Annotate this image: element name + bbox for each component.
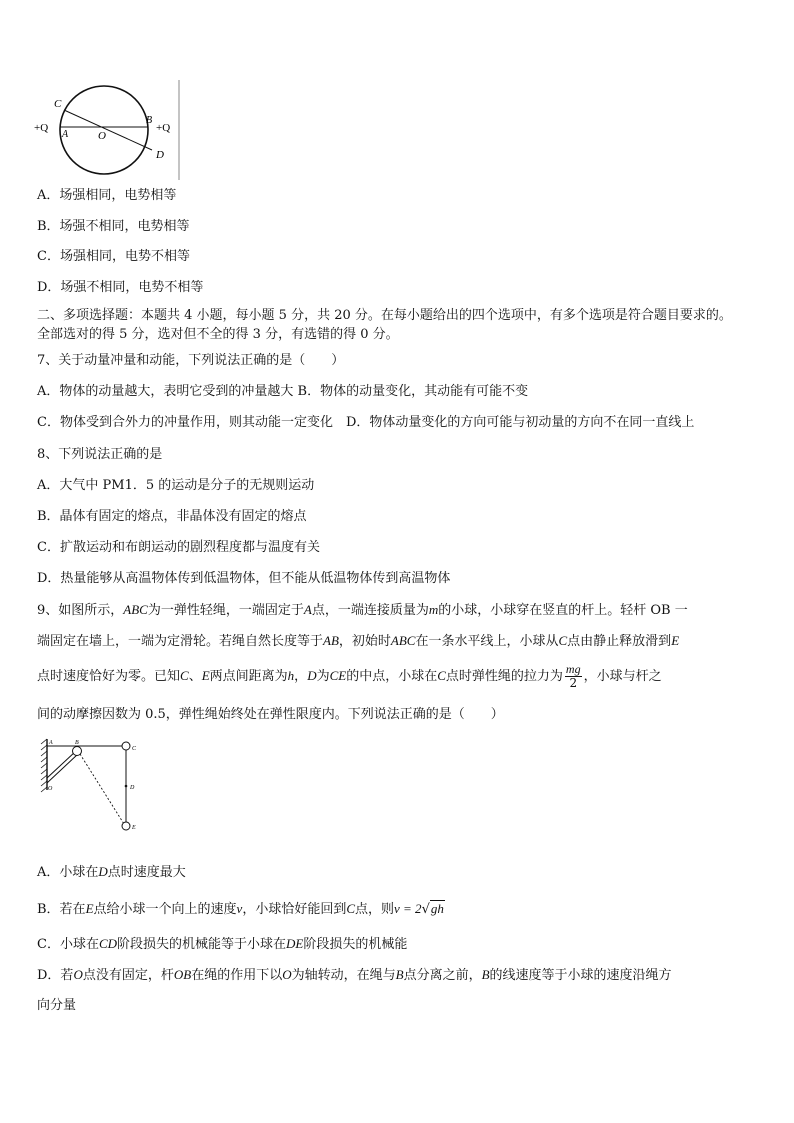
q9-option-c: C．小球在CD阶段损失的机械能等于小球在DE阶段损失的机械能 <box>37 936 408 952</box>
q6-option-d: D．场强不相同，电势不相等 <box>37 280 204 295</box>
q9-option-a: A．小球在D点时速度最大 <box>37 864 186 880</box>
q6-option-c: C．场强相同，电势不相等 <box>37 249 190 264</box>
label-c: C <box>54 98 62 110</box>
q9-stem-line4: 间的动摩擦因数为 0.5，弹性绳始终处在弹性限度内。下列说法正确的是（ ） <box>37 707 504 722</box>
fig2-label-c: C <box>132 746 137 752</box>
ball-e <box>122 822 130 830</box>
q7-options-cd: C．物体受到合外力的冲量作用，则其动能一定变化 D．物体动量变化的方向可能与初动量的方向不在同一直线上 <box>37 415 695 430</box>
circle-charge-figure <box>34 80 184 186</box>
label-o: O <box>98 130 106 142</box>
q8-option-a: A．大气中 PM1．5 的运动是分子的无规则运动 <box>37 478 315 493</box>
stretched-rope <box>80 754 124 824</box>
q8-option-b: B．晶体有固定的熔点，非晶体没有固定的熔点 <box>37 509 307 524</box>
q8-option-d: D．热量能够从高温物体传到低温物体，但不能从低温物体传到高温物体 <box>37 571 451 586</box>
tension-fraction: $\frac{mg}{2}$ <box>565 662 581 690</box>
q9-stem-line2: 端固定在墙上，一端为定滑轮。若绳自然长度等于AB，初始时ABC在一条水平线上，小球从C点由静止释放滑到E <box>37 633 680 649</box>
q7-stem: 7、关于动量冲量和动能，下列说法正确的是（ ） <box>37 353 345 368</box>
q9-stem-line3: 点时速度恰好为零。已知C、E两点间距离为h，D为CE的中点，小球在C点时弹性绳的拉力为 $\frac{mg}{2}$ ，小球与杆之 <box>37 662 662 690</box>
label-right-charge: +Q <box>156 122 171 134</box>
fig2-label-a: A <box>49 740 53 746</box>
fig2-label-e: E <box>132 825 136 831</box>
section2-line2: 全部选对的得 5 分，选对但不全的得 3 分，有选错的得 0 分。 <box>37 327 399 342</box>
q9-stem-line1: 9、如图所示，ABC为一弹性轻绳，一端固定于A点，一端连接质量为m的小球，小球穿在竖直的杆上。轻杆 OB 一 <box>37 602 688 618</box>
q6-option-a: A．场强相同，电势相等 <box>37 188 177 203</box>
q9-option-b: B．若在E点给小球一个向上的速度v，小球恰好能回到C点，则v = 2√gh <box>37 901 444 917</box>
fig2-label-d: D <box>130 785 135 791</box>
q8-stem: 8、下列说法正确的是 <box>37 447 163 462</box>
diameter-cd <box>64 110 152 150</box>
label-d: D <box>156 149 164 161</box>
rod-ob-lower <box>47 754 78 783</box>
sqrt-symbol: √ <box>421 902 430 917</box>
q9-option-d-line1: D．若O点没有固定，杆OB在绳的作用下以O为轴转动，在绳与B点分离之前，B的线速度等于小球的速度沿绳方 <box>37 967 672 983</box>
wall-hatching <box>41 739 47 792</box>
fig2-label-b: B <box>75 740 79 746</box>
q8-option-c: C．扩散运动和布朗运动的剧烈程度都与温度有关 <box>37 540 320 555</box>
rod-ob-upper <box>47 751 76 778</box>
ball-c <box>122 742 130 750</box>
label-a: A <box>62 129 69 140</box>
q7-options-ab: A．物体的动量越大，表明它受到的冲量越大 B．物体的动量变化，其动能有可能不变 <box>37 384 529 399</box>
q6-option-b: B．场强不相同，电势相等 <box>37 219 190 234</box>
fig2-label-o: O <box>48 786 53 792</box>
label-left-charge: +Q <box>34 122 49 134</box>
q9-option-d-line2: 向分量 <box>37 998 77 1013</box>
point-d <box>125 785 128 788</box>
section2-line1: 二、多项选择题：本题共 4 小题，每小题 5 分，共 20 分。在每小题给出的四个选项中，有多个选项是符合题目要求的。 <box>37 308 732 323</box>
label-b: B <box>146 115 153 126</box>
pulley-rod-figure <box>38 736 148 834</box>
